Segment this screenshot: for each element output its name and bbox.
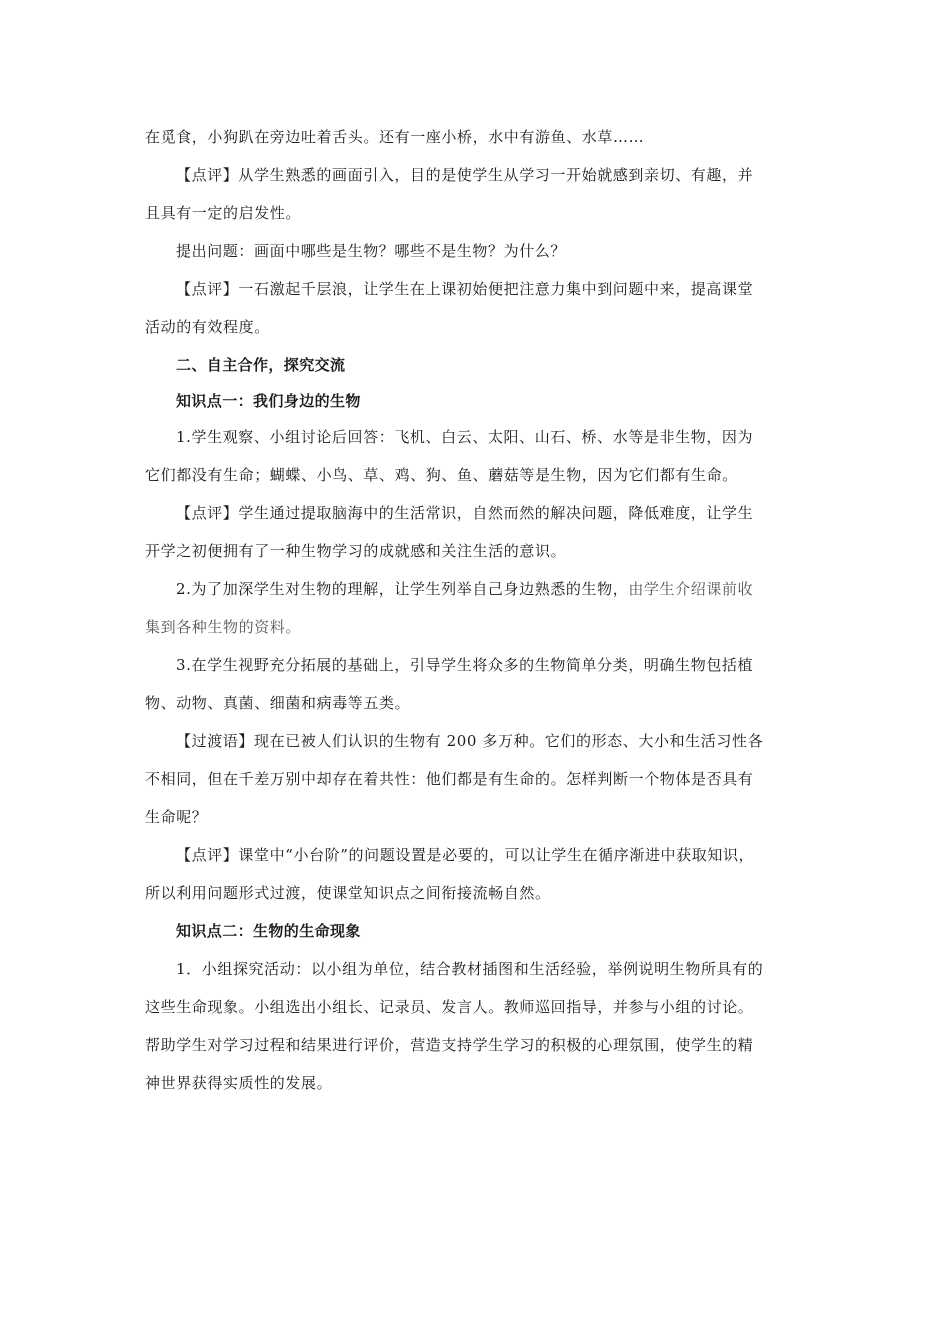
knowledge-point-heading: 知识点二：生物的生命现象 [176, 922, 361, 940]
paragraph-line: 在觅食，小狗趴在旁边吐着舌头。还有一座小桥，水中有游鱼、水草…… [145, 128, 645, 146]
comment-paragraph-line: 【点评】从学生熟悉的画面引入，目的是使学生从学习一开始就感到亲切、有趣，并 [176, 166, 754, 184]
paragraph-line: 它们都没有生命；蝴蝶、小鸟、草、鸡、狗、鱼、蘑菇等是生物，因为它们都有生命。 [145, 466, 738, 484]
paragraph-line: 物、动物、真菌、细菌和病毒等五类。 [145, 694, 411, 712]
transition-paragraph-line: 【过渡语】现在已被人们认识的生物有 200 多万种。它们的形态、大小和生活习性各 [176, 732, 764, 750]
paragraph-text: 2.为了加深学生对生物的理解，让学生列举自己身边熟悉的生物， [176, 580, 629, 598]
transition-paragraph-line: 生命呢？ [145, 808, 208, 826]
comment-paragraph-line: 【点评】学生通过提取脑海中的生活常识，自然而然的解决问题，降低难度，让学生 [176, 504, 754, 522]
paragraph-line [176, 579, 816, 599]
comment-paragraph-line: 【点评】课堂中“小台阶”的问题设置是必要的，可以让学生在循序渐进中获取知识， [176, 846, 755, 864]
comment-paragraph-line: 所以利用问题形式过渡，使课堂知识点之间衔接流畅自然。 [145, 884, 551, 902]
paragraph-line: 集到各种生物的资料。 [145, 618, 302, 636]
comment-paragraph-line: 【点评】一石激起千层浪，让学生在上课初始便把注意力集中到问题中来，提高课堂 [176, 280, 754, 298]
section-heading: 二、自主合作，探究交流 [176, 356, 346, 374]
paragraph-line: 这些生命现象。小组选出小组长、记录员、发言人。教师巡回指导，并参与小组的讨论。 [145, 998, 754, 1016]
knowledge-point-heading: 知识点一：我们身边的生物 [176, 392, 361, 410]
transition-paragraph-line: 不相同，但在千差万别中却存在着共性：他们都是有生命的。怎样判断一个物体是否具有 [145, 770, 754, 788]
paragraph-line: 3.在学生视野充分拓展的基础上，引导学生将众多的生物简单分类，明确生物包括植 [176, 656, 754, 674]
comment-paragraph-line: 活动的有效程度。 [145, 318, 270, 336]
paragraph-text-gray: 由学生介绍课前收 [628, 580, 754, 598]
paragraph-line: 神世界获得实质性的发展。 [145, 1074, 333, 1092]
comment-paragraph-line: 开学之初便拥有了一种生物学习的成就感和关注生活的意识。 [145, 542, 567, 560]
paragraph-line: 1.学生观察、小组讨论后回答：飞机、白云、太阳、山石、桥、水等是非生物，因为 [176, 428, 754, 446]
comment-paragraph-line: 且具有一定的启发性。 [145, 204, 302, 222]
paragraph-line: 帮助学生对学习过程和结果进行评价，营造支持学生学习的积极的心理氛围，使学生的精 [145, 1036, 754, 1054]
question-paragraph-line: 提出问题：画面中哪些是生物？哪些不是生物？为什么？ [176, 242, 567, 260]
paragraph-line: 1．小组探究活动：以小组为单位，结合教材插图和生活经验，举例说明生物所具有的 [176, 960, 764, 978]
